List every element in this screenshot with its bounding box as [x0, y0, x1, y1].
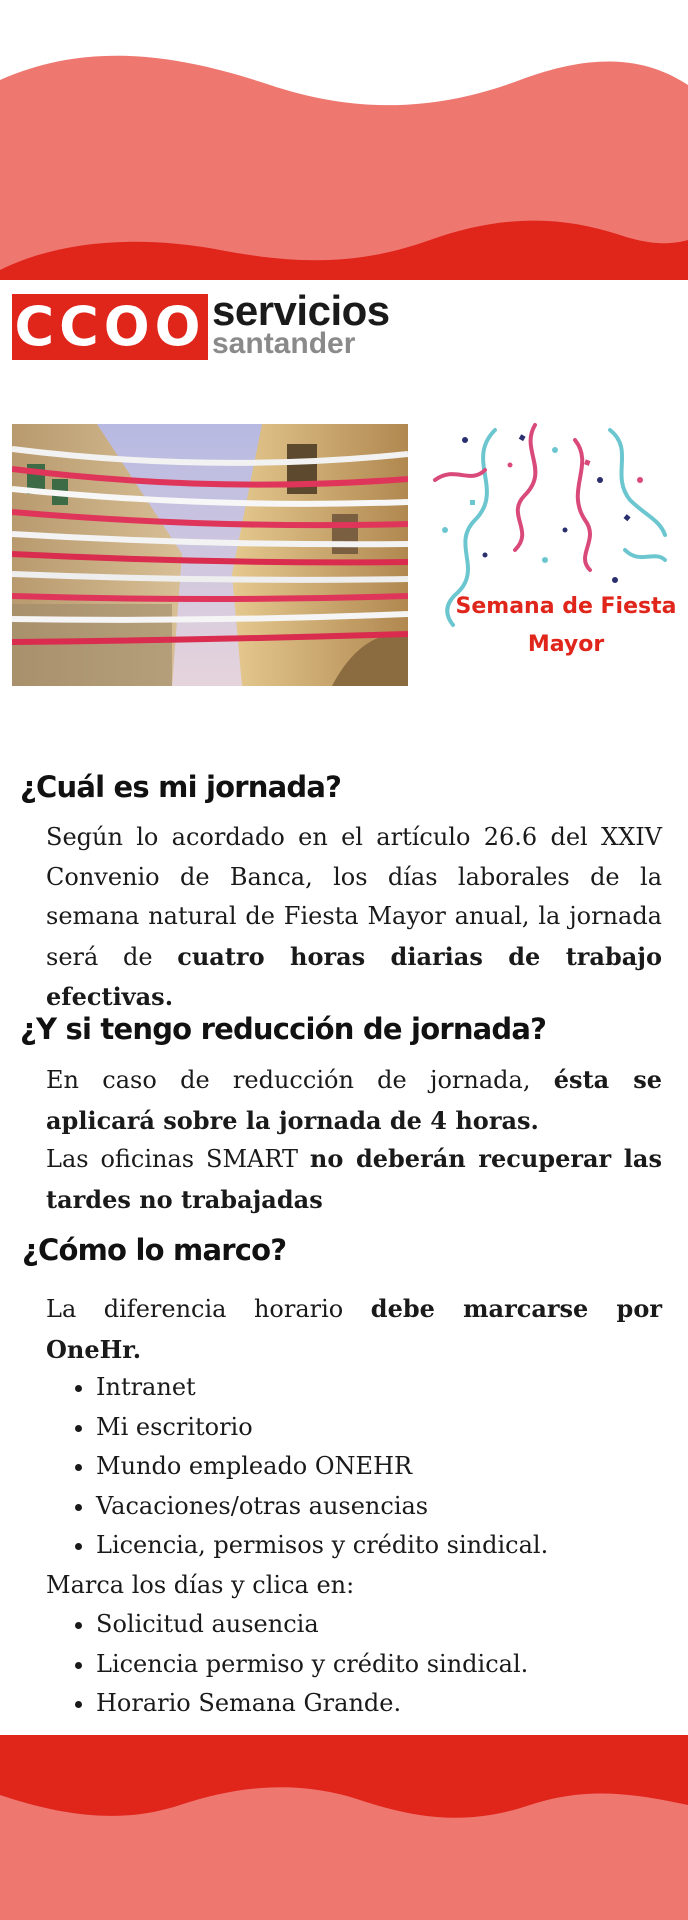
reduccion-bold: ésta se aplicará sobre la jornada de 4 horas.	[46, 1065, 662, 1135]
list-item: • Mundo empleado ONEHR	[96, 1447, 548, 1487]
list-item: • Horario Semana Grande.	[96, 1684, 528, 1724]
ccoo-servicios-santander-logo	[12, 287, 432, 362]
heading-reduccion-jornada: ¿Y si tengo reducción de jornada?	[20, 1012, 547, 1046]
fiesta-mayor-badge	[448, 588, 684, 664]
diferencia-text: La diferencia horario	[46, 1295, 371, 1323]
smart-text: Las oficinas SMART	[46, 1145, 310, 1173]
jornada-text: Según lo acordado en el artículo 26.6 del XXIV Convenio de Banca, los días laborales de la semana natural de Fiesta Mayor anual, la jornada será de	[46, 823, 662, 971]
list-item: • Mi escritorio	[96, 1408, 548, 1448]
list-item: • Licencia, permisos y crédito sindical.	[96, 1526, 548, 1566]
paragraph-diferencia-horario	[46, 1289, 662, 1370]
bottom-wave-decoration	[0, 1735, 688, 1920]
paragraph-smart	[46, 1139, 662, 1220]
onehr-steps-list	[46, 1368, 548, 1566]
onehr-options-list	[46, 1605, 528, 1724]
list-item: • Solicitud ausencia	[96, 1605, 528, 1645]
heading-cual-es-mi-jornada: ¿Cuál es mi jornada?	[20, 770, 342, 804]
top-wave-decoration	[0, 0, 688, 280]
badge-line1: Semana de Fiesta	[455, 594, 677, 619]
paragraph-reduccion	[46, 1060, 662, 1141]
badge-line2: Mayor	[527, 632, 605, 657]
list-item: • Intranet	[96, 1368, 548, 1408]
list-item: • Vacaciones/otras ausencias	[96, 1487, 548, 1527]
street-bunting-photo	[12, 424, 408, 686]
reduccion-text: En caso de reducción de jornada,	[46, 1066, 554, 1094]
smart-bold: no deberán recuperar las tardes no trabajadas	[46, 1144, 662, 1214]
paragraph-jornada	[46, 818, 662, 1018]
logo-acronym: CCOO	[14, 295, 206, 358]
list-item: • Licencia permiso y crédito sindical.	[96, 1645, 528, 1685]
logo-line2: santander	[212, 327, 356, 360]
paragraph-marca-los-dias: Marca los días y clica en:	[46, 1571, 355, 1599]
diferencia-bold: debe marcarse por OneHr.	[46, 1294, 662, 1364]
heading-como-lo-marco: ¿Cómo lo marco?	[22, 1233, 287, 1267]
logo-line1: servicios	[212, 287, 390, 334]
jornada-bold: cuatro horas diarias de trabajo efectivas.	[46, 941, 662, 1011]
ccoo-logo-box	[12, 294, 208, 360]
